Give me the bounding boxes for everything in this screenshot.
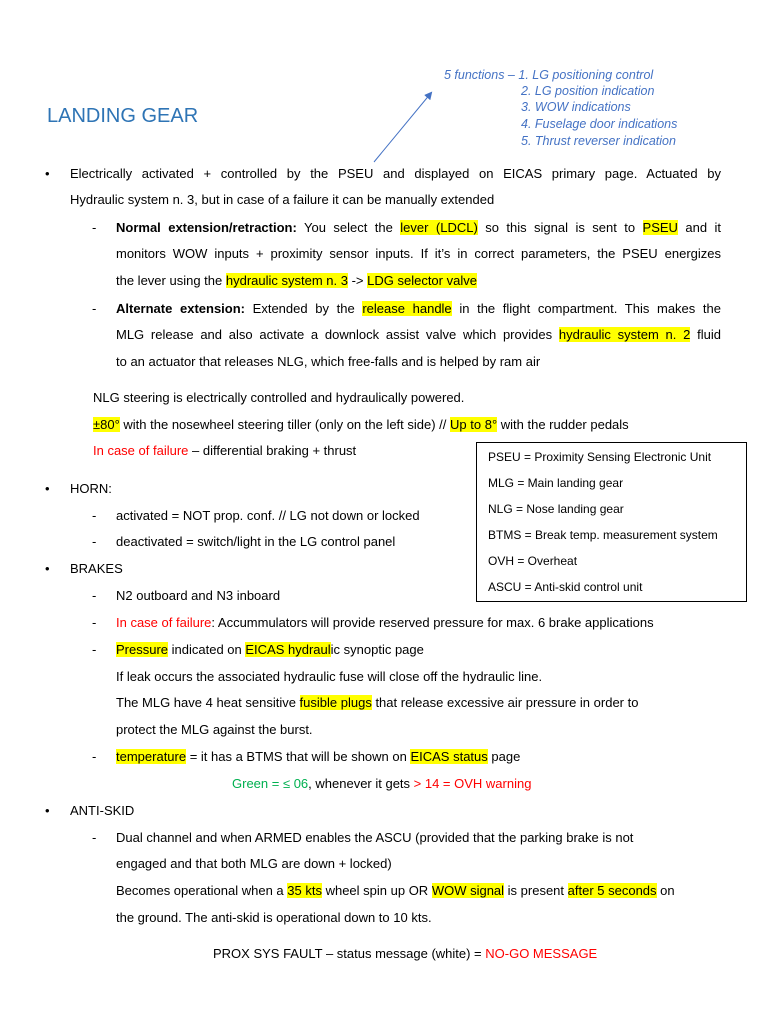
- normal-text: and it: [677, 220, 722, 235]
- function-item: 1. LG positioning control: [518, 68, 654, 82]
- dash-icon: -: [92, 588, 97, 603]
- brakes-text: page: [487, 749, 521, 764]
- bullet-icon: •: [45, 803, 50, 818]
- antiskid-line-3: [116, 883, 675, 899]
- normal-extension-line-2: monitors WOW inputs + proximity sensor inputs. If it’s in correct parameters, the PSEU energizes: [116, 246, 721, 261]
- function-item: 3. WOW indications: [521, 100, 631, 114]
- horn-item: deactivated = switch/light in the LG control panel: [116, 534, 396, 549]
- normal-extension-label: Normal extension/retraction:: [116, 220, 297, 235]
- dash-icon: -: [92, 830, 97, 845]
- brakes-leak-line: If leak occurs the associated hydraulic fuse will close off the hydraulic line.: [116, 669, 543, 684]
- normal-text: the lever using the: [116, 273, 226, 288]
- temperature-thresholds-line: [232, 776, 531, 792]
- legend-item: OVH = Overheat: [488, 554, 578, 568]
- bullet-icon: •: [45, 561, 50, 576]
- abbreviation-legend: [476, 442, 747, 602]
- brakes-protect-line: protect the MLG against the burst.: [116, 722, 313, 737]
- release-handle-highlight: release handle: [362, 301, 452, 316]
- alternate-extension-line-1: [116, 301, 721, 317]
- alternate-text: fluid: [690, 327, 721, 342]
- legend-item: ASCU = Anti-skid control unit: [488, 580, 643, 594]
- antiskid-heading: ANTI-SKID: [70, 803, 135, 818]
- prox-text: PROX SYS FAULT – status message (white) =: [213, 946, 486, 961]
- dash-icon: -: [92, 642, 97, 657]
- steering-text: – differential braking + thrust: [188, 443, 357, 458]
- horn-heading: HORN:: [70, 481, 112, 496]
- normal-text: ->: [347, 273, 368, 288]
- functions-intro: 5 functions –: [444, 68, 515, 82]
- dash-icon: -: [92, 301, 97, 316]
- legend-item: MLG = Main landing gear: [488, 476, 624, 490]
- antiskid-line-2: engaged and that both MLG are down + locked): [116, 856, 392, 871]
- ovh-warning-threshold: > 14 = OVH warning: [413, 776, 532, 791]
- normal-text: You select the: [296, 220, 401, 235]
- bullet-icon: •: [45, 166, 50, 181]
- alternate-extension-label: Alternate extension:: [116, 301, 246, 316]
- normal-extension-line-1: [116, 220, 721, 236]
- eicas-hydraulic-highlight: EICAS hydraul: [245, 642, 331, 657]
- brakes-text: that release excessive air pressure in order to: [371, 695, 639, 710]
- failure-label: In case of failure: [93, 443, 189, 458]
- brakes-text: The MLG have 4 heat sensitive: [116, 695, 300, 710]
- pedal-angle-highlight: Up to 8°: [450, 417, 498, 432]
- no-go-message: NO-GO MESSAGE: [485, 946, 598, 961]
- intro-line-2: Hydraulic system n. 3, but in case of a failure it can be manually extended: [70, 192, 495, 207]
- brakes-text: = it has a BTMS that will be shown on: [186, 749, 411, 764]
- page-title: LANDING GEAR: [47, 105, 199, 127]
- antiskid-text: on: [656, 883, 675, 898]
- dash-icon: -: [92, 615, 97, 630]
- lever-ldcl-highlight: lever (LDCL): [400, 220, 478, 235]
- tiller-angle-highlight: ±80°: [93, 417, 120, 432]
- brakes-failure-line: [116, 615, 654, 631]
- eicas-status-highlight: EICAS status: [410, 749, 488, 764]
- hydraulic-system-2-highlight: hydraulic system n. 2: [558, 327, 691, 342]
- brakes-text: : Accummulators will provide reserved pressure for max. 6 brake applications: [211, 615, 654, 630]
- dash-icon: -: [92, 508, 97, 523]
- pressure-highlight: Pressure: [116, 642, 169, 657]
- legend-item: PSEU = Proximity Sensing Electronic Unit: [488, 450, 712, 464]
- function-item: 2. LG position indication: [521, 84, 655, 98]
- antiskid-line-1: Dual channel and when ARMED enables the ASCU (provided that the parking brake is not: [116, 830, 634, 845]
- brakes-temperature-line: [116, 749, 520, 765]
- green-threshold: Green = ≤ 06: [232, 776, 309, 791]
- antiskid-text: is present: [504, 883, 568, 898]
- function-item: 4. Fuselage door indications: [521, 117, 678, 131]
- brakes-text: indicated on: [168, 642, 246, 657]
- normal-extension-line-3: [116, 273, 477, 289]
- ldg-selector-valve-highlight: LDG selector valve: [367, 273, 477, 288]
- steering-text: with the rudder pedals: [497, 417, 629, 432]
- wow-signal-highlight: WOW signal: [431, 883, 505, 898]
- 35-kts-highlight: 35 kts: [287, 883, 322, 898]
- prox-sys-fault-line: [213, 946, 597, 962]
- functions-line-1: [444, 67, 653, 83]
- function-item: 5. Thrust reverser indication: [521, 134, 676, 148]
- brakes-item: N2 outboard and N3 inboard: [116, 588, 281, 603]
- dash-icon: -: [92, 220, 97, 235]
- steering-line-1: NLG steering is electrically controlled and hydraulically powered.: [93, 390, 465, 405]
- dash-icon: -: [92, 749, 97, 764]
- steering-line-2: [93, 417, 629, 433]
- dash-icon: -: [92, 534, 97, 549]
- alternate-text: Extended by the: [245, 301, 363, 316]
- steering-failure-line: [93, 443, 356, 459]
- after-5-seconds-highlight: after 5 seconds: [567, 883, 657, 898]
- brakes-heading: BRAKES: [70, 561, 123, 576]
- hydraulic-system-3-highlight: hydraulic system n. 3: [225, 273, 348, 288]
- antiskid-text: wheel spin up OR: [321, 883, 432, 898]
- legend-item: BTMS = Break temp. measurement system: [488, 528, 718, 542]
- steering-text: with the nosewheel steering tiller (only on the left side) //: [119, 417, 451, 432]
- alternate-text: MLG release and also activate a downlock assist valve which provides: [116, 327, 559, 342]
- alternate-extension-line-2: [116, 327, 721, 343]
- legend-item: NLG = Nose landing gear: [488, 502, 624, 516]
- brakes-text: ic synoptic page: [330, 642, 424, 657]
- alternate-extension-line-3: to an actuator that releases NLG, which free-falls and is helped by ram air: [116, 354, 541, 369]
- alternate-text: in the flight compartment. This makes the: [451, 301, 721, 316]
- normal-text: so this signal is sent to: [477, 220, 643, 235]
- brakes-plugs-line: [116, 695, 638, 711]
- intro-line-1: Electrically activated + controlled by the PSEU and displayed on EICAS primary page. Actuated by: [70, 166, 721, 181]
- antiskid-text: Becomes operational when a: [116, 883, 288, 898]
- pseu-highlight: PSEU: [642, 220, 678, 235]
- antiskid-line-4: the ground. The anti-skid is operational down to 10 kts.: [116, 910, 432, 925]
- failure-label: In case of failure: [116, 615, 212, 630]
- brakes-text: , whenever it gets: [308, 776, 414, 791]
- bullet-icon: •: [45, 481, 50, 496]
- fusible-plugs-highlight: fusible plugs: [299, 695, 372, 710]
- horn-item: activated = NOT prop. conf. // LG not down or locked: [116, 508, 420, 523]
- brakes-pressure-line: [116, 642, 424, 658]
- temperature-highlight: temperature: [116, 749, 187, 764]
